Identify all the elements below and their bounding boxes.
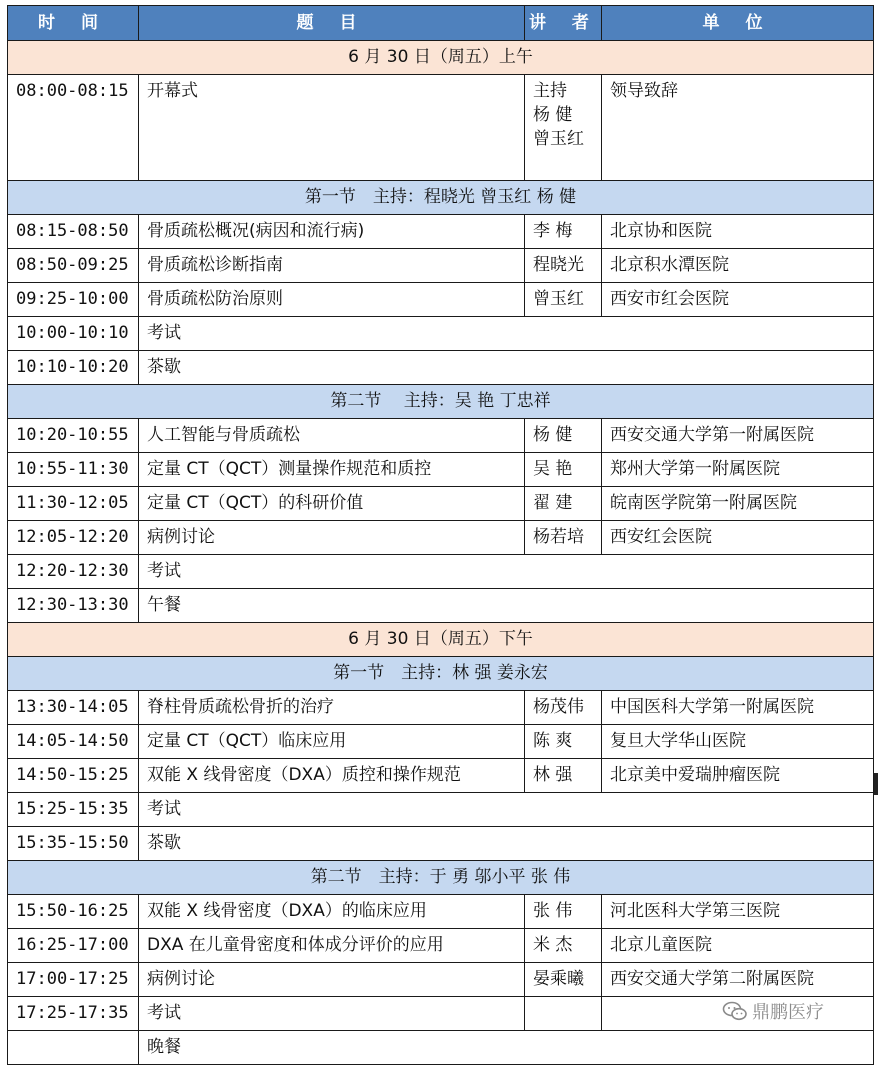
topic-cell: 午餐 [139, 589, 874, 623]
table-row [8, 759, 874, 793]
time-cell: 09:25-10:00 [8, 283, 139, 317]
topic-cell: 骨质疏松防治原则 [139, 283, 525, 317]
table-row [8, 929, 874, 963]
table-row [8, 521, 874, 555]
session-label: 第一节 主持：林 强 姜永宏 [8, 657, 874, 691]
header-speaker: 讲 者 [525, 6, 602, 41]
table-row [8, 827, 874, 861]
table-row [8, 793, 874, 827]
session-row [8, 181, 874, 215]
time-cell: 14:05-14:50 [8, 725, 139, 759]
topic-cell: 考试 [139, 317, 874, 351]
speaker-cell: 程晓光 [525, 249, 602, 283]
speaker-cell [525, 75, 602, 181]
schedule-table [7, 5, 874, 1065]
day-label: 6 月 30 日（周五）下午 [8, 623, 874, 657]
table-row [8, 589, 874, 623]
time-cell: 15:25-15:35 [8, 793, 139, 827]
table-row [8, 555, 874, 589]
table-row [8, 317, 874, 351]
topic-cell: 茶歇 [139, 827, 874, 861]
speaker-cell: 晏乘曦 [525, 963, 602, 997]
day-row-afternoon [8, 623, 874, 657]
speaker-line: 曾玉红 [533, 129, 584, 149]
table-row [8, 691, 874, 725]
topic-cell: 考试 [139, 555, 874, 589]
speaker-cell: 米 杰 [525, 929, 602, 963]
table-row [8, 283, 874, 317]
edge-mark [874, 773, 878, 795]
table-row [8, 725, 874, 759]
time-cell: 12:30-13:30 [8, 589, 139, 623]
time-cell: 08:15-08:50 [8, 215, 139, 249]
unit-cell: 北京积水潭医院 [602, 249, 874, 283]
time-cell: 12:05-12:20 [8, 521, 139, 555]
time-cell: 10:00-10:10 [8, 317, 139, 351]
speaker-cell: 陈 爽 [525, 725, 602, 759]
topic-cell: 病例讨论 [139, 963, 525, 997]
watermark [722, 998, 824, 1024]
speaker-cell: 杨 健 [525, 419, 602, 453]
day-label: 6 月 30 日（周五）上午 [8, 41, 874, 75]
topic-cell: 骨质疏松概况(病因和流行病) [139, 215, 525, 249]
unit-cell: 复旦大学华山医院 [602, 725, 874, 759]
session-row [8, 861, 874, 895]
topic-cell: 脊柱骨质疏松骨折的治疗 [139, 691, 525, 725]
table-row [8, 351, 874, 385]
time-cell: 12:20-12:30 [8, 555, 139, 589]
session-label: 第二节 主持：于 勇 邬小平 张 伟 [8, 861, 874, 895]
speaker-cell: 杨茂伟 [525, 691, 602, 725]
speaker-cell: 曾玉红 [525, 283, 602, 317]
topic-cell: 开幕式 [139, 75, 525, 181]
topic-cell: 病例讨论 [139, 521, 525, 555]
time-cell: 16:25-17:00 [8, 929, 139, 963]
speaker-cell: 吴 艳 [525, 453, 602, 487]
topic-cell: 人工智能与骨质疏松 [139, 419, 525, 453]
topic-cell: 定量 CT（QCT）测量操作规范和质控 [139, 453, 525, 487]
topic-cell: 晚餐 [139, 1031, 874, 1065]
header-unit: 单 位 [602, 6, 874, 41]
topic-cell: 考试 [139, 793, 874, 827]
topic-cell: 茶歇 [139, 351, 874, 385]
speaker-cell [525, 997, 602, 1031]
unit-cell: 西安交通大学第二附属医院 [602, 963, 874, 997]
table-row [8, 1031, 874, 1065]
watermark-text: 鼎鹏医疗 [752, 1002, 824, 1023]
topic-cell: 骨质疏松诊断指南 [139, 249, 525, 283]
topic-cell: 双能 X 线骨密度（DXA）质控和操作规范 [139, 759, 525, 793]
table-row [8, 419, 874, 453]
speaker-cell: 张 伟 [525, 895, 602, 929]
header-topic: 题 目 [139, 6, 525, 41]
time-cell: 15:35-15:50 [8, 827, 139, 861]
time-cell [8, 1031, 139, 1065]
unit-cell: 郑州大学第一附属医院 [602, 453, 874, 487]
speaker-cell: 杨若培 [525, 521, 602, 555]
day-row-morning [8, 41, 874, 75]
unit-cell: 河北医科大学第三医院 [602, 895, 874, 929]
time-cell: 11:30-12:05 [8, 487, 139, 521]
table-row [8, 215, 874, 249]
session-label: 第一节 主持：程晓光 曾玉红 杨 健 [8, 181, 874, 215]
header-row [8, 6, 874, 41]
header-time: 时 间 [8, 6, 139, 41]
session-row [8, 657, 874, 691]
unit-cell: 皖南医学院第一附属医院 [602, 487, 874, 521]
unit-cell: 北京美中爱瑞肿瘤医院 [602, 759, 874, 793]
session-row [8, 385, 874, 419]
table-row [8, 249, 874, 283]
time-cell: 10:10-10:20 [8, 351, 139, 385]
time-cell: 13:30-14:05 [8, 691, 139, 725]
table-row [8, 963, 874, 997]
topic-cell: 定量 CT（QCT）的科研价值 [139, 487, 525, 521]
topic-cell: 双能 X 线骨密度（DXA）的临床应用 [139, 895, 525, 929]
speaker-line: 杨 健 [533, 105, 573, 125]
table-row [8, 453, 874, 487]
unit-cell: 西安红会医院 [602, 521, 874, 555]
unit-cell: 领导致辞 [602, 75, 874, 181]
time-cell: 14:50-15:25 [8, 759, 139, 793]
unit-cell: 北京协和医院 [602, 215, 874, 249]
time-cell: 17:25-17:35 [8, 997, 139, 1031]
unit-cell: 中国医科大学第一附属医院 [602, 691, 874, 725]
topic-cell: DXA 在儿童骨密度和体成分评价的应用 [139, 929, 525, 963]
topic-cell: 定量 CT（QCT）临床应用 [139, 725, 525, 759]
time-cell: 08:50-09:25 [8, 249, 139, 283]
topic-cell: 考试 [139, 997, 525, 1031]
time-cell: 10:55-11:30 [8, 453, 139, 487]
unit-cell: 北京儿童医院 [602, 929, 874, 963]
table-row [8, 75, 874, 181]
time-cell: 08:00-08:15 [8, 75, 139, 181]
unit-cell: 西安市红会医院 [602, 283, 874, 317]
speaker-cell: 林 强 [525, 759, 602, 793]
unit-cell: 西安交通大学第一附属医院 [602, 419, 874, 453]
session-label: 第二节 主持：吴 艳 丁忠祥 [8, 385, 874, 419]
time-cell: 15:50-16:25 [8, 895, 139, 929]
speaker-line: 主持 [533, 81, 567, 101]
time-cell: 17:00-17:25 [8, 963, 139, 997]
table-row [8, 487, 874, 521]
wechat-icon [722, 1000, 748, 1022]
table-row [8, 895, 874, 929]
speaker-cell: 翟 建 [525, 487, 602, 521]
time-cell: 10:20-10:55 [8, 419, 139, 453]
speaker-cell: 李 梅 [525, 215, 602, 249]
